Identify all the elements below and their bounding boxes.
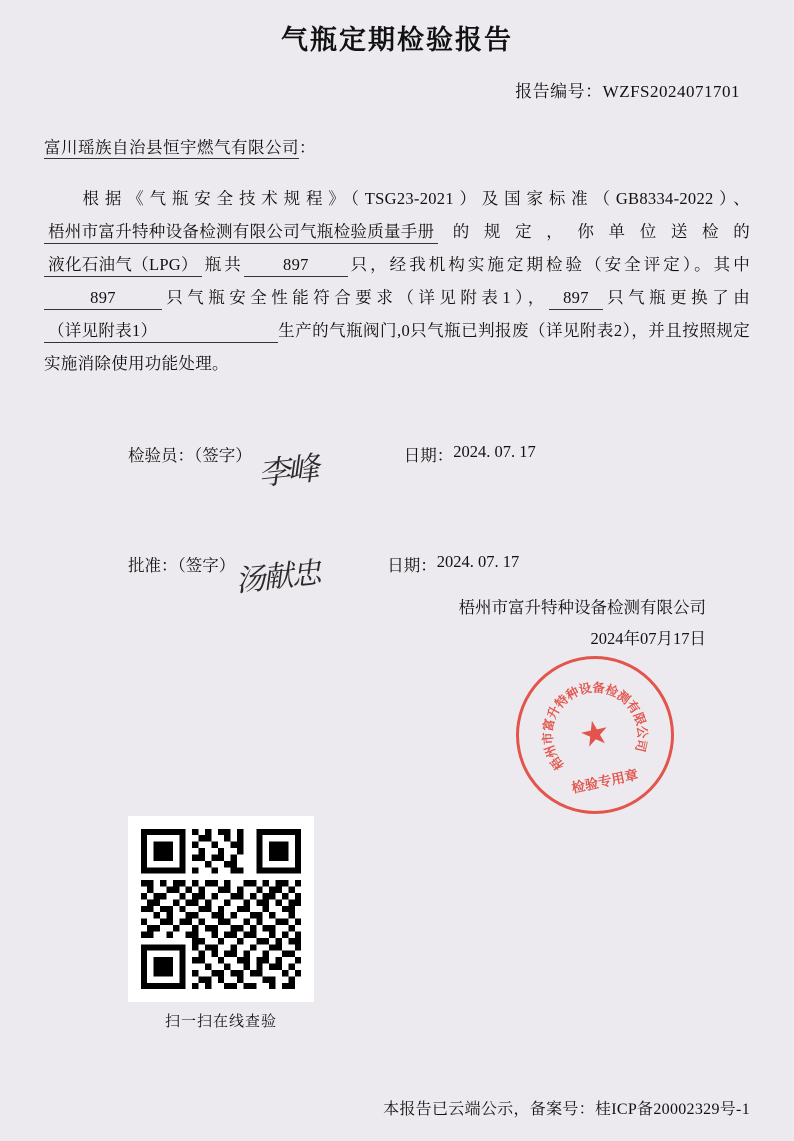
valve-changed-count-field: 897 xyxy=(549,287,603,310)
recipient-name: 富川瑶族自治县恒宇燃气有限公司 xyxy=(44,138,299,157)
body-part-1: 根据《气瓶安全技术规程》（TSG23-2021）及国家标准（GB8334-2022）、 xyxy=(77,189,750,208)
body-part-7: 生产的气瓶阀门, xyxy=(278,321,402,340)
body-part-5: 只气瓶安全性能符合要求（详见附表1）， xyxy=(162,288,549,307)
inspector-date-label: 日期： xyxy=(403,446,454,465)
recipient-line xyxy=(44,134,750,158)
approver-signature: 汤献忠 xyxy=(234,555,322,600)
qr-code-image[interactable] xyxy=(128,816,314,1002)
issuing-company-block xyxy=(44,592,750,655)
approver-label: 批准：（签字） xyxy=(128,556,236,575)
inspector-signature: 李峰 xyxy=(256,449,318,493)
scrapped-count-field: 0 xyxy=(401,321,410,340)
inspector-label: 检验员：（签字） xyxy=(128,446,252,465)
body-part-8: 只气瓶已判报废（详见附表2），并且按照规定实施消除使用功能处理。 xyxy=(44,321,750,373)
recipient-colon: ： xyxy=(299,138,316,157)
report-number-value: WZFS2024071701 xyxy=(602,82,740,101)
qualified-count-field: 897 xyxy=(44,287,162,310)
approver-date-label: 日期： xyxy=(387,556,437,575)
footer-note: 本报告已云端公示，备案号：桂ICP备20002329号-1 xyxy=(383,1101,750,1118)
star-icon: ★ xyxy=(576,713,614,756)
total-count-field: 897 xyxy=(244,254,348,277)
approver-date: 2024. 07. 17 xyxy=(436,552,520,571)
inspector-date: 2024. 07. 17 xyxy=(453,442,536,461)
qr-caption: 扫一扫在线查验 xyxy=(164,1014,277,1030)
report-page xyxy=(0,18,794,1141)
report-number-line xyxy=(44,77,750,102)
qr-section xyxy=(128,816,314,1031)
body-part-6: 只气瓶更换了由 xyxy=(602,288,750,307)
inspector-signature-area xyxy=(252,442,404,493)
approver-signature-row xyxy=(44,552,750,600)
seal-center-text: 检验专用章 xyxy=(570,767,640,796)
report-body xyxy=(44,182,750,380)
approver-signature-area xyxy=(234,552,387,600)
company-date: 2024年07月17日 xyxy=(590,629,706,649)
body-part-4: 只，经我机构实施定期检验（安全评定）。其中 xyxy=(347,255,750,274)
inspector-signature-row xyxy=(44,442,750,493)
company-name: 梧州市富升特种设备检测有限公司 xyxy=(458,598,706,617)
body-part-2: 的规定，你单位送检的 xyxy=(438,222,750,241)
page-title: 气瓶定期检验报告 xyxy=(281,25,513,55)
valve-maker-field: （详见附表1） xyxy=(44,320,278,343)
body-part-3: 瓶共 xyxy=(202,255,244,274)
quality-manual-field: 梧州市富升特种设备检测有限公司气瓶检验质量手册 xyxy=(44,221,438,244)
seal-arc-text: 梧 州 市 富 升 特 种 设 备 检 测 有 限 公 司 xyxy=(540,680,650,773)
official-seal-stamp xyxy=(501,641,688,828)
gas-type-field: 液化石油气（LPG） xyxy=(44,254,202,277)
report-number-label: 报告编号： xyxy=(515,82,603,101)
